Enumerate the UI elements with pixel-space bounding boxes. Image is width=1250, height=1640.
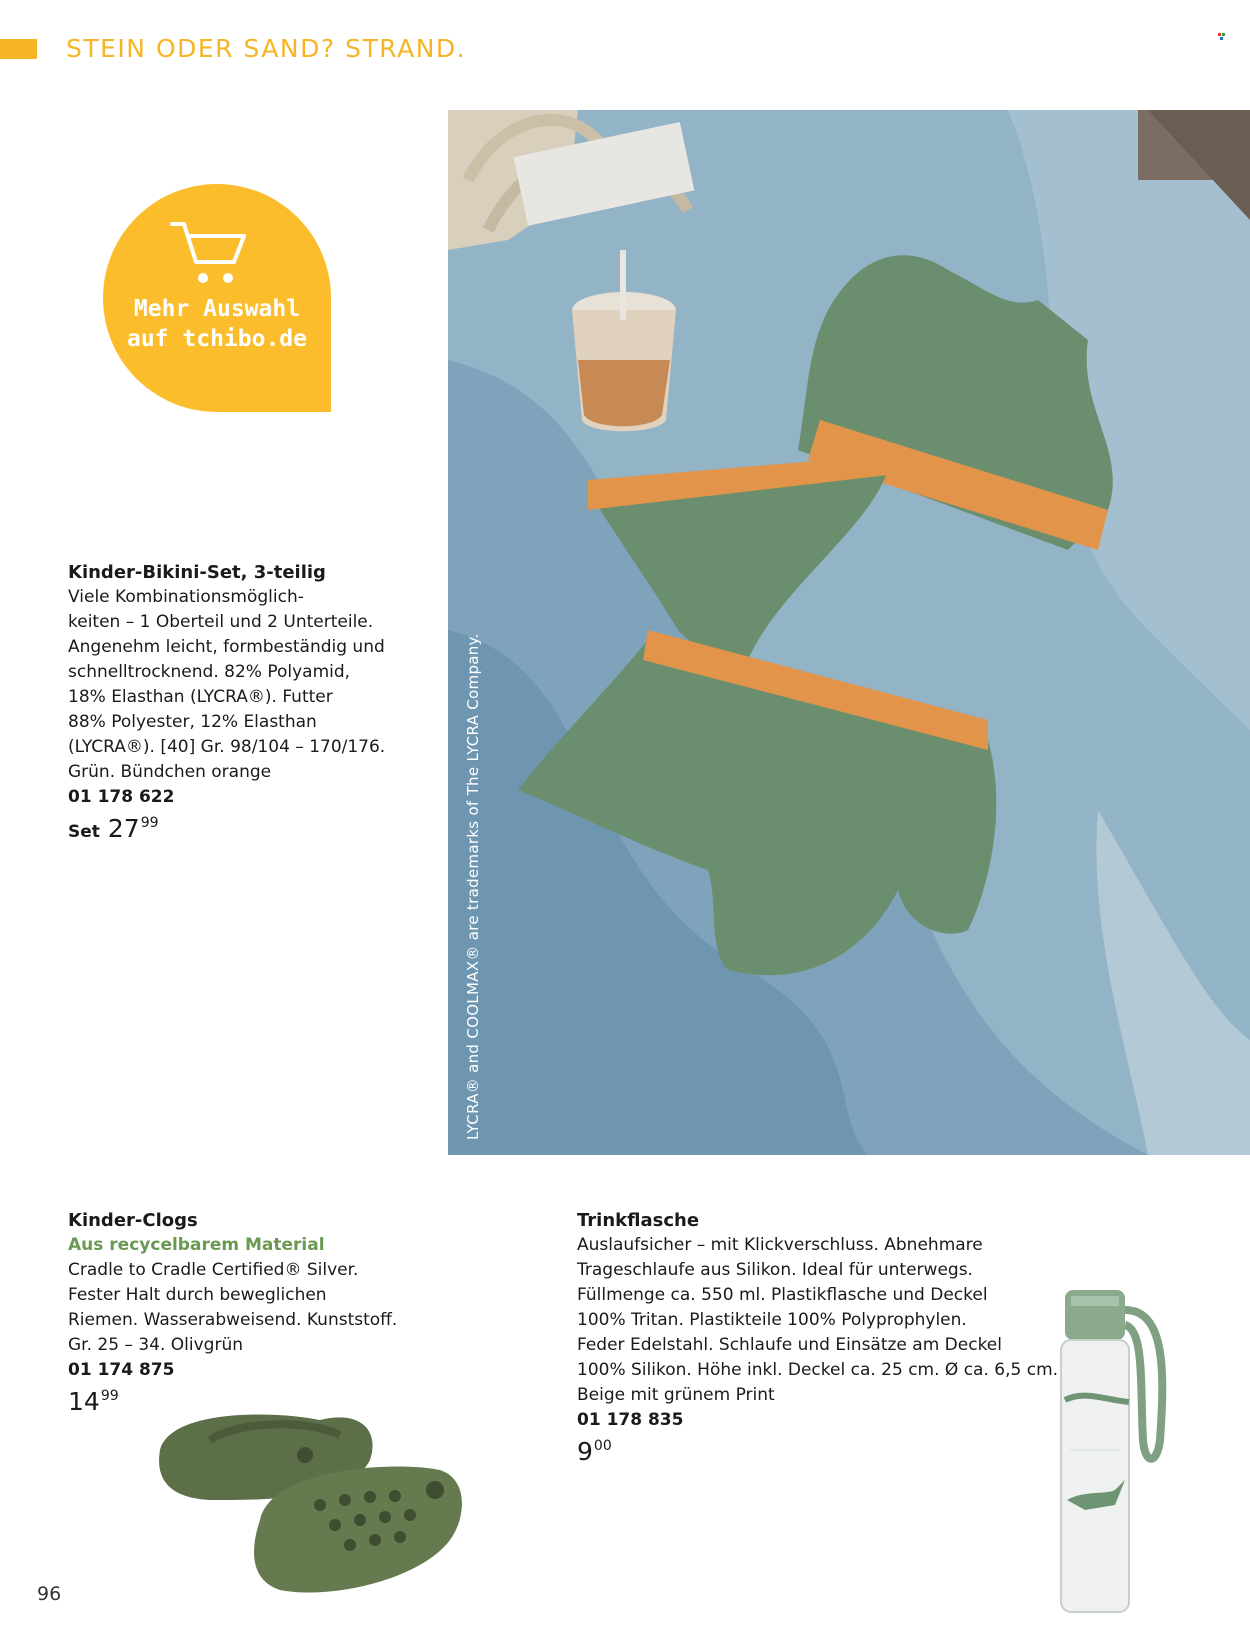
description-line: Riemen. Wasserabweisend. Kunststoff. <box>68 1310 398 1330</box>
product-description <box>68 585 438 785</box>
description-line: Angenehm leicht, formbeständig und <box>68 637 385 657</box>
description-line: Füllmenge ca. 550 ml. Plastikflasche und Deckel <box>577 1285 988 1305</box>
price-cents: 99 <box>140 815 159 831</box>
article-number: 01 174 875 <box>68 1360 175 1380</box>
product-description <box>577 1233 1059 1408</box>
promo-line-2: auf tchibo.de <box>126 326 307 352</box>
beach-towel-illustration <box>448 110 1250 1155</box>
product-name: Trinkflasche <box>577 1210 700 1231</box>
promo-badge[interactable] <box>103 184 331 412</box>
description-line: Auslaufsicher – mit Klickverschluss. Abnehmare <box>577 1235 983 1255</box>
article-number: 01 178 835 <box>577 1410 684 1430</box>
bottle-image <box>1045 1290 1175 1620</box>
product-name: Kinder-Bikini-Set, 3-teilig <box>68 562 326 583</box>
description-line: 88% Polyester, 12% Elasthan <box>68 712 317 732</box>
price-prefix: Set <box>68 822 100 842</box>
product-bikini <box>68 560 438 846</box>
price-euros: 14 <box>68 1387 100 1416</box>
price-euros: 9 <box>577 1437 593 1466</box>
description-line: 100% Tritan. Plastikteile 100% Polyprophylen. <box>577 1310 967 1330</box>
description-line: Feder Edelstahl. Schlaufe und Einsätze am Deckel <box>577 1335 1002 1355</box>
description-line: Viele Kombinationsmöglich- <box>68 587 304 607</box>
description-line: Cradle to Cradle Certified® Silver. <box>68 1260 359 1280</box>
description-line: Grün. Bündchen orange <box>68 762 272 782</box>
description-line: Fester Halt durch beweglichen <box>68 1285 327 1305</box>
header-accent-bar <box>0 39 37 59</box>
price-euros: 27 <box>107 814 140 843</box>
description-line: (LYCRA®). [40] Gr. 98/104 – 170/176. <box>68 737 386 757</box>
product-highlight: Aus recycelbarem Material <box>68 1235 325 1255</box>
corner-mark-icon <box>1218 33 1228 41</box>
price <box>68 816 438 846</box>
product-clogs <box>68 1208 458 1419</box>
product-name: Kinder-Clogs <box>68 1210 198 1231</box>
description-line: 18% Elasthan (LYCRA®). Futter <box>68 687 333 707</box>
description-line: Trageschlaufe aus Silikon. Ideal für unterwegs. <box>577 1260 973 1280</box>
product-bottle <box>577 1208 1059 1469</box>
description-line: keiten – 1 Oberteil und 2 Unterteile. <box>68 612 374 632</box>
page-number: 96 <box>37 1583 62 1605</box>
clogs-image <box>150 1390 470 1605</box>
shopping-cart-icon <box>168 218 253 288</box>
description-line: Beige mit grünem Print <box>577 1385 775 1405</box>
description-line: 100% Silikon. Höhe inkl. Deckel ca. 25 cm. Ø ca. 6,5 cm. <box>577 1360 1059 1380</box>
price-cents: 99 <box>100 1388 119 1404</box>
promo-line-1: Mehr Auswahl <box>133 296 301 322</box>
description-line: schnelltrocknend. 82% Polyamid, <box>68 662 351 682</box>
product-photo <box>448 110 1250 1155</box>
price-cents: 00 <box>593 1438 612 1454</box>
description-line: Gr. 25 – 34. Olivgrün <box>68 1335 244 1355</box>
product-description <box>68 1258 458 1358</box>
trademark-caption: LYCRA® and COOLMAX® are trademarks of The LYCRA Company. <box>464 633 482 1140</box>
article-number: 01 178 622 <box>68 787 175 807</box>
promo-text <box>103 294 331 354</box>
page-title: STEIN ODER SAND? STRAND. <box>66 34 467 63</box>
price <box>577 1439 1047 1469</box>
